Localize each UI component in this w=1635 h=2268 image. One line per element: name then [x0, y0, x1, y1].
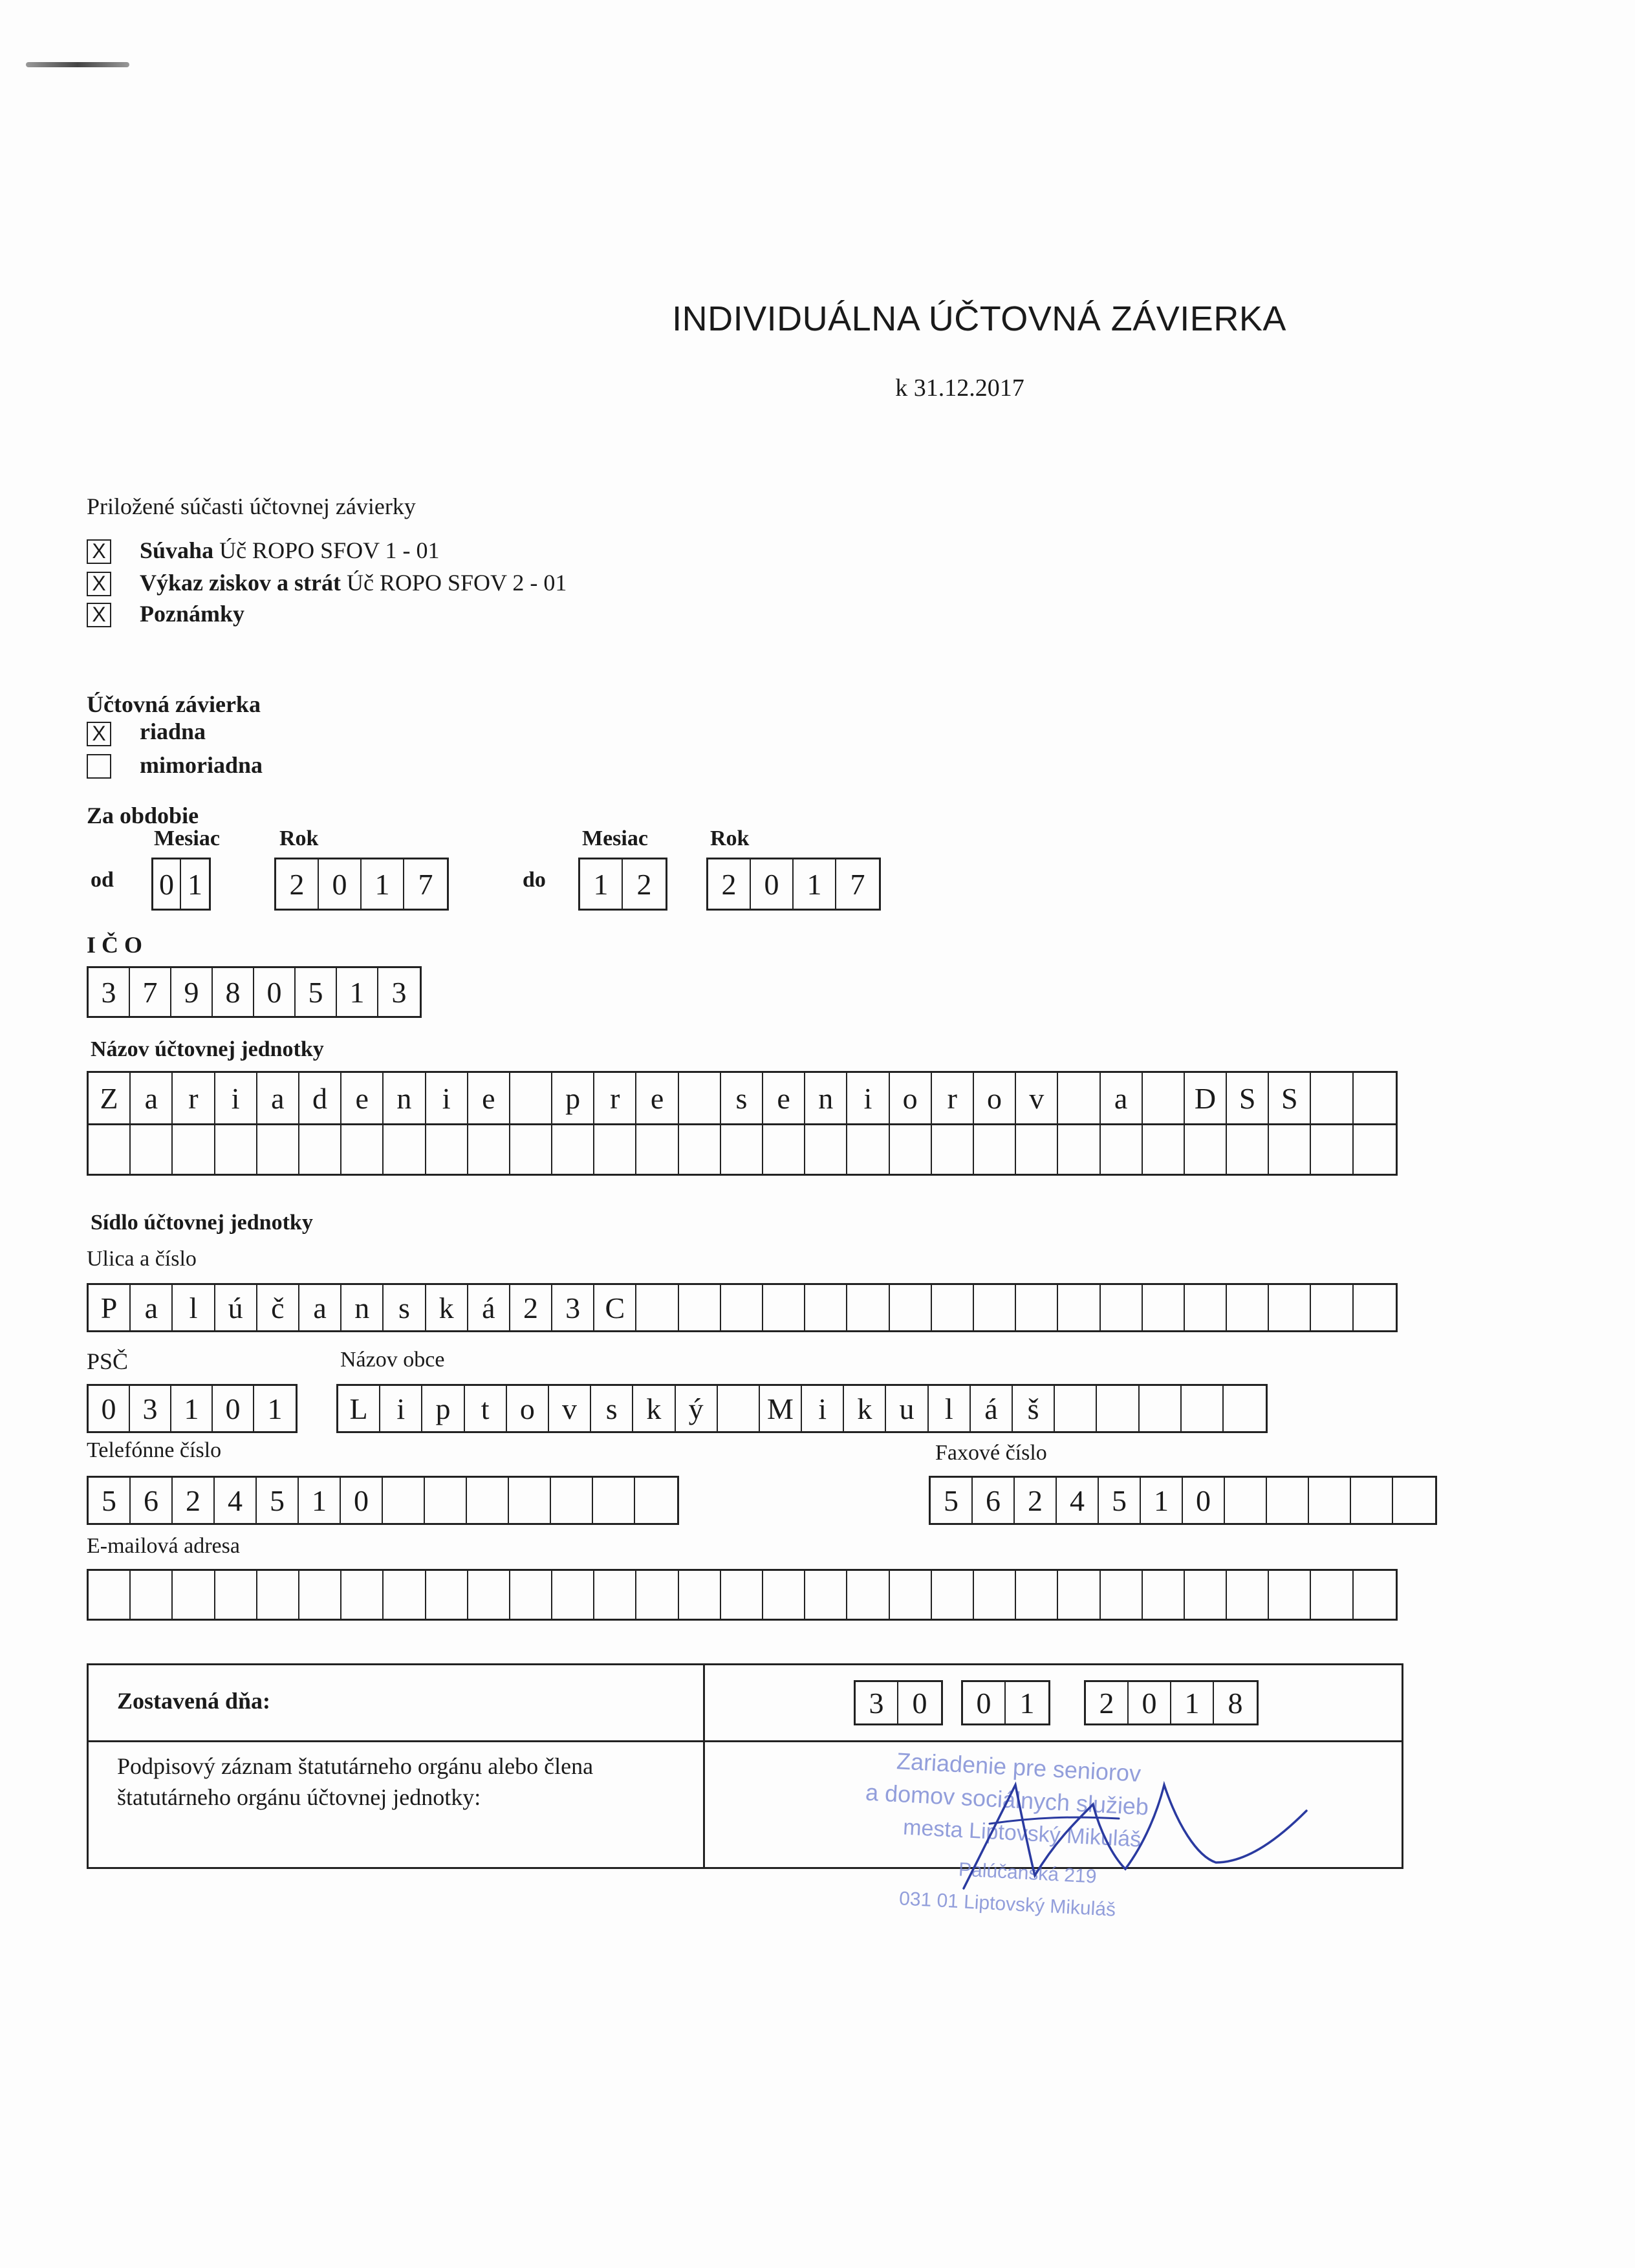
char-cell	[551, 1478, 593, 1523]
char-cell: e	[636, 1073, 678, 1123]
checkbox-poznamky[interactable]: X	[87, 603, 111, 627]
period-heading: Za obdobie	[87, 803, 199, 828]
char-cell	[1225, 1478, 1267, 1523]
to-month-label: Mesiac	[582, 826, 648, 850]
char-cell	[890, 1285, 932, 1330]
char-cell	[1227, 1571, 1269, 1619]
char-cell	[299, 1125, 341, 1174]
email-label: E-mailová adresa	[87, 1534, 240, 1558]
char-cell	[1097, 1386, 1139, 1431]
char-cell	[1351, 1478, 1393, 1523]
char-cell: p	[422, 1386, 464, 1431]
char-cell	[805, 1285, 847, 1330]
char-cell: 0	[89, 1386, 130, 1431]
report-date: k 31.12.2017	[895, 374, 1024, 402]
char-cell: v	[549, 1386, 591, 1431]
char-cell	[932, 1571, 974, 1619]
ico-field[interactable]	[87, 966, 422, 1018]
to-label: do	[523, 868, 546, 892]
char-cell	[763, 1285, 805, 1330]
city-label: Názov obce	[340, 1348, 445, 1372]
char-cell	[1224, 1386, 1266, 1431]
option-riadna: riadna	[140, 718, 206, 744]
char-cell: 1	[794, 859, 836, 909]
char-cell	[1058, 1285, 1100, 1330]
char-cell	[1354, 1571, 1396, 1619]
char-cell: o	[507, 1386, 549, 1431]
char-cell: 2	[173, 1478, 215, 1523]
char-cell	[974, 1125, 1016, 1174]
char-cell: 1	[1019, 1686, 1035, 1720]
char-cell: 0	[1129, 1682, 1171, 1723]
char-cell	[510, 1571, 552, 1619]
char-cell	[847, 1125, 889, 1174]
char-cell	[510, 1073, 552, 1123]
char-cell: 1	[188, 867, 202, 901]
char-cell	[594, 1125, 636, 1174]
char-cell	[721, 1125, 763, 1174]
char-cell: i	[847, 1073, 889, 1123]
char-cell: l	[173, 1285, 215, 1330]
char-cell: k	[426, 1285, 468, 1330]
char-cell	[932, 1285, 974, 1330]
address-label: Sídlo účtovnej jednotky	[91, 1211, 313, 1235]
char-cell: i	[802, 1386, 844, 1431]
char-cell: 0	[153, 859, 181, 909]
char-cell	[679, 1285, 721, 1330]
char-cell: 2	[636, 867, 652, 901]
signature-divider	[703, 1665, 705, 1867]
char-cell: d	[299, 1073, 341, 1123]
ico-label: I Č O	[87, 932, 143, 958]
char-cell	[636, 1285, 678, 1330]
checkbox-vykaz[interactable]: X	[87, 572, 111, 596]
char-cell: D	[1185, 1073, 1227, 1123]
char-cell	[890, 1571, 932, 1619]
compiled-month-field[interactable]	[961, 1680, 1050, 1725]
attachment-poznamky: Poznámky	[140, 601, 244, 627]
char-cell	[1354, 1285, 1396, 1330]
char-cell: 3	[89, 968, 130, 1016]
char-cell	[1101, 1571, 1143, 1619]
char-cell: S	[1227, 1073, 1269, 1123]
char-cell: u	[886, 1386, 928, 1431]
email-field[interactable]	[87, 1569, 1398, 1621]
char-cell	[341, 1125, 384, 1174]
char-cell	[257, 1125, 299, 1174]
char-cell: 5	[89, 1478, 131, 1523]
checkbox-riadna[interactable]: X	[87, 722, 111, 746]
char-cell: 8	[1228, 1686, 1243, 1720]
char-cell	[1311, 1073, 1353, 1123]
char-cell	[384, 1125, 426, 1174]
char-cell: e	[341, 1073, 384, 1123]
char-cell: 1	[171, 1386, 213, 1431]
char-cell	[721, 1285, 763, 1330]
checkbox-suvaha[interactable]: X	[87, 539, 111, 564]
char-cell	[1354, 1073, 1396, 1123]
char-cell: s	[384, 1285, 426, 1330]
street-label: Ulica a číslo	[87, 1247, 197, 1271]
char-cell: e	[468, 1073, 510, 1123]
char-cell	[1393, 1478, 1435, 1523]
stamp-line3: mesta Liptovský Mikuláš	[902, 1815, 1142, 1852]
char-cell	[1309, 1478, 1351, 1523]
char-cell: s	[721, 1073, 763, 1123]
char-cell: 9	[171, 968, 213, 1016]
char-cell	[679, 1073, 721, 1123]
char-cell	[467, 1478, 509, 1523]
char-cell: p	[552, 1073, 594, 1123]
char-cell: 2	[1086, 1682, 1129, 1723]
char-cell: r	[932, 1073, 974, 1123]
char-cell: a	[299, 1285, 341, 1330]
char-cell: 3	[552, 1285, 594, 1330]
to-month-field[interactable]	[578, 858, 667, 911]
char-cell	[131, 1125, 173, 1174]
char-cell: e	[763, 1073, 805, 1123]
char-cell: š	[1013, 1386, 1055, 1431]
char-cell	[552, 1125, 594, 1174]
sign-label	[117, 1751, 593, 1813]
compiled-year-field[interactable]	[1084, 1680, 1259, 1725]
char-cell	[1269, 1125, 1311, 1174]
phone-label: Telefónne číslo	[87, 1438, 222, 1462]
char-cell	[1311, 1285, 1353, 1330]
char-cell: ý	[676, 1386, 718, 1431]
char-cell	[89, 1571, 131, 1619]
char-cell: 0	[254, 968, 296, 1016]
char-cell: 1	[1171, 1682, 1214, 1723]
to-year-field[interactable]	[706, 858, 881, 911]
char-cell: l	[929, 1386, 971, 1431]
char-cell: t	[465, 1386, 507, 1431]
char-cell: 2	[1015, 1478, 1057, 1523]
char-cell	[1016, 1285, 1058, 1330]
char-cell: r	[594, 1073, 636, 1123]
char-cell	[1311, 1125, 1353, 1174]
char-cell	[383, 1478, 425, 1523]
char-cell: 2	[510, 1285, 552, 1330]
char-cell	[1185, 1571, 1227, 1619]
char-cell	[1058, 1073, 1100, 1123]
char-cell	[426, 1125, 468, 1174]
char-cell	[763, 1571, 805, 1619]
char-cell: v	[1016, 1073, 1058, 1123]
char-cell	[215, 1571, 257, 1619]
char-cell	[215, 1125, 257, 1174]
char-cell	[635, 1478, 677, 1523]
char-cell: n	[384, 1073, 426, 1123]
psc-field[interactable]	[87, 1384, 298, 1433]
char-cell	[1311, 1571, 1353, 1619]
char-cell: ú	[215, 1285, 257, 1330]
char-cell: 7	[418, 867, 433, 901]
char-cell	[1269, 1571, 1311, 1619]
char-cell	[1267, 1478, 1309, 1523]
char-cell: i	[380, 1386, 422, 1431]
stamp-line5: 031 01 Liptovský Mikuláš	[898, 1888, 1116, 1921]
char-cell: 5	[296, 968, 337, 1016]
char-cell	[1140, 1386, 1182, 1431]
stamp-line2: a domov sociálnych služieb	[865, 1778, 1150, 1820]
char-cell	[679, 1571, 721, 1619]
char-cell	[1101, 1285, 1143, 1330]
char-cell: o	[890, 1073, 932, 1123]
char-cell	[636, 1571, 678, 1619]
char-cell: 2	[708, 859, 751, 909]
checkbox-mimoriadna[interactable]	[87, 754, 111, 779]
char-cell	[426, 1571, 468, 1619]
fax-field[interactable]	[929, 1476, 1437, 1525]
phone-field[interactable]	[87, 1476, 679, 1525]
char-cell: 1	[299, 1478, 341, 1523]
char-cell: a	[131, 1285, 173, 1330]
char-cell: a	[131, 1073, 173, 1123]
city-field[interactable]	[336, 1384, 1268, 1433]
char-cell: M	[760, 1386, 802, 1431]
psc-label: PSČ	[87, 1348, 129, 1374]
char-cell: 1	[337, 968, 378, 1016]
char-cell: P	[89, 1285, 131, 1330]
from-year-field[interactable]	[274, 858, 449, 911]
char-cell	[173, 1571, 215, 1619]
closing-type-heading: Účtovná závierka	[87, 691, 261, 717]
char-cell	[1143, 1073, 1185, 1123]
char-cell	[718, 1386, 760, 1431]
stamp-line1: Zariadenie pre seniorov	[896, 1747, 1142, 1787]
char-cell: 3	[856, 1682, 898, 1723]
char-cell	[1143, 1285, 1185, 1330]
char-cell	[299, 1571, 341, 1619]
from-month-label: Mesiac	[154, 826, 220, 850]
char-cell	[1185, 1125, 1227, 1174]
sign-label-line2: štatutárneho orgánu účtovnej jednotky:	[117, 1784, 481, 1810]
char-cell	[384, 1571, 426, 1619]
char-cell: 0	[1183, 1478, 1225, 1523]
char-cell: n	[805, 1073, 847, 1123]
char-cell: s	[591, 1386, 633, 1431]
char-cell	[1143, 1571, 1185, 1619]
char-cell: L	[338, 1386, 380, 1431]
char-cell	[1058, 1571, 1100, 1619]
char-cell: 6	[131, 1478, 173, 1523]
char-cell: i	[215, 1073, 257, 1123]
char-cell	[636, 1125, 678, 1174]
char-cell: r	[173, 1073, 215, 1123]
char-cell	[932, 1125, 974, 1174]
attachment-suvaha: Súvaha Úč ROPO SFOV 1 - 01	[140, 537, 440, 563]
char-cell	[1185, 1285, 1227, 1330]
char-cell	[805, 1125, 847, 1174]
handwritten-signature	[905, 1746, 1319, 1901]
char-cell	[679, 1125, 721, 1174]
compiled-label: Zostavená dňa:	[117, 1688, 271, 1714]
char-cell	[341, 1571, 384, 1619]
attachment-vykaz: Výkaz ziskov a strát Úč ROPO SFOV 2 - 01	[140, 570, 567, 596]
char-cell	[1227, 1125, 1269, 1174]
char-cell: 0	[963, 1682, 1006, 1723]
option-mimoriadna: mimoriadna	[140, 752, 263, 778]
char-cell: 3	[391, 975, 407, 1009]
char-cell: n	[341, 1285, 384, 1330]
char-cell: 7	[850, 867, 865, 901]
char-cell	[173, 1125, 215, 1174]
entity-name-row1[interactable]	[87, 1071, 1398, 1125]
char-cell	[552, 1571, 594, 1619]
sign-label-line1: Podpisový záznam štatutárneho orgánu alebo člena	[117, 1753, 594, 1779]
char-cell: 5	[1099, 1478, 1141, 1523]
char-cell: 0	[912, 1686, 927, 1720]
char-cell	[593, 1478, 635, 1523]
char-cell	[1143, 1125, 1185, 1174]
char-cell: C	[594, 1285, 636, 1330]
char-cell	[594, 1571, 636, 1619]
char-cell: S	[1269, 1073, 1311, 1123]
street-field[interactable]	[87, 1283, 1398, 1332]
char-cell	[1354, 1125, 1396, 1174]
char-cell: a	[1101, 1073, 1143, 1123]
document-title: INDIVIDUÁLNA ÚČTOVNÁ ZÁVIERKA	[672, 299, 1286, 338]
char-cell: i	[426, 1073, 468, 1123]
char-cell: 6	[973, 1478, 1015, 1523]
char-cell: č	[257, 1285, 299, 1330]
from-year-label: Rok	[279, 826, 319, 850]
char-cell	[1058, 1125, 1100, 1174]
char-cell	[510, 1125, 552, 1174]
char-cell	[805, 1571, 847, 1619]
char-cell	[89, 1125, 131, 1174]
char-cell	[1269, 1285, 1311, 1330]
char-cell	[847, 1285, 889, 1330]
char-cell: 4	[215, 1478, 257, 1523]
char-cell: á	[468, 1285, 510, 1330]
char-cell	[1182, 1386, 1224, 1431]
char-cell	[1016, 1125, 1058, 1174]
char-cell	[468, 1125, 510, 1174]
char-cell: 5	[257, 1478, 299, 1523]
char-cell: 7	[130, 968, 171, 1016]
char-cell	[468, 1571, 510, 1619]
char-cell	[1101, 1125, 1143, 1174]
char-cell: 5	[931, 1478, 973, 1523]
char-cell: k	[633, 1386, 675, 1431]
entity-name-row2[interactable]	[87, 1125, 1398, 1176]
compiled-day-field[interactable]	[854, 1680, 943, 1725]
char-cell	[721, 1571, 763, 1619]
char-cell	[1227, 1285, 1269, 1330]
char-cell: á	[971, 1386, 1013, 1431]
to-year-label: Rok	[710, 826, 750, 850]
char-cell: 8	[213, 968, 254, 1016]
char-cell: 4	[1057, 1478, 1099, 1523]
from-month-field[interactable]	[151, 858, 211, 911]
char-cell: 1	[362, 859, 404, 909]
char-cell	[974, 1285, 1016, 1330]
char-cell: 1	[1141, 1478, 1183, 1523]
fax-label: Faxové číslo	[935, 1441, 1047, 1465]
char-cell	[509, 1478, 551, 1523]
char-cell	[425, 1478, 467, 1523]
entity-name-label: Názov účtovnej jednotky	[91, 1037, 324, 1061]
attachments-heading: Priložené súčasti účtovnej závierky	[87, 493, 416, 519]
char-cell	[131, 1571, 173, 1619]
char-cell: 1	[267, 1392, 283, 1425]
char-cell	[974, 1571, 1016, 1619]
char-cell: 0	[751, 859, 794, 909]
char-cell: k	[844, 1386, 886, 1431]
stamp-line4: Palúčanská 219	[958, 1859, 1098, 1888]
char-cell: 0	[213, 1386, 254, 1431]
char-cell: 0	[319, 859, 362, 909]
char-cell	[1055, 1386, 1097, 1431]
from-label: od	[91, 868, 114, 892]
char-cell	[890, 1125, 932, 1174]
char-cell: Z	[89, 1073, 131, 1123]
char-cell: a	[257, 1073, 299, 1123]
char-cell: 3	[130, 1386, 171, 1431]
char-cell	[1016, 1571, 1058, 1619]
char-cell: 0	[341, 1478, 383, 1523]
char-cell	[847, 1571, 889, 1619]
char-cell	[763, 1125, 805, 1174]
char-cell: 1	[580, 859, 623, 909]
scan-artifact	[26, 62, 129, 67]
char-cell: o	[974, 1073, 1016, 1123]
char-cell	[257, 1571, 299, 1619]
char-cell: 2	[276, 859, 319, 909]
